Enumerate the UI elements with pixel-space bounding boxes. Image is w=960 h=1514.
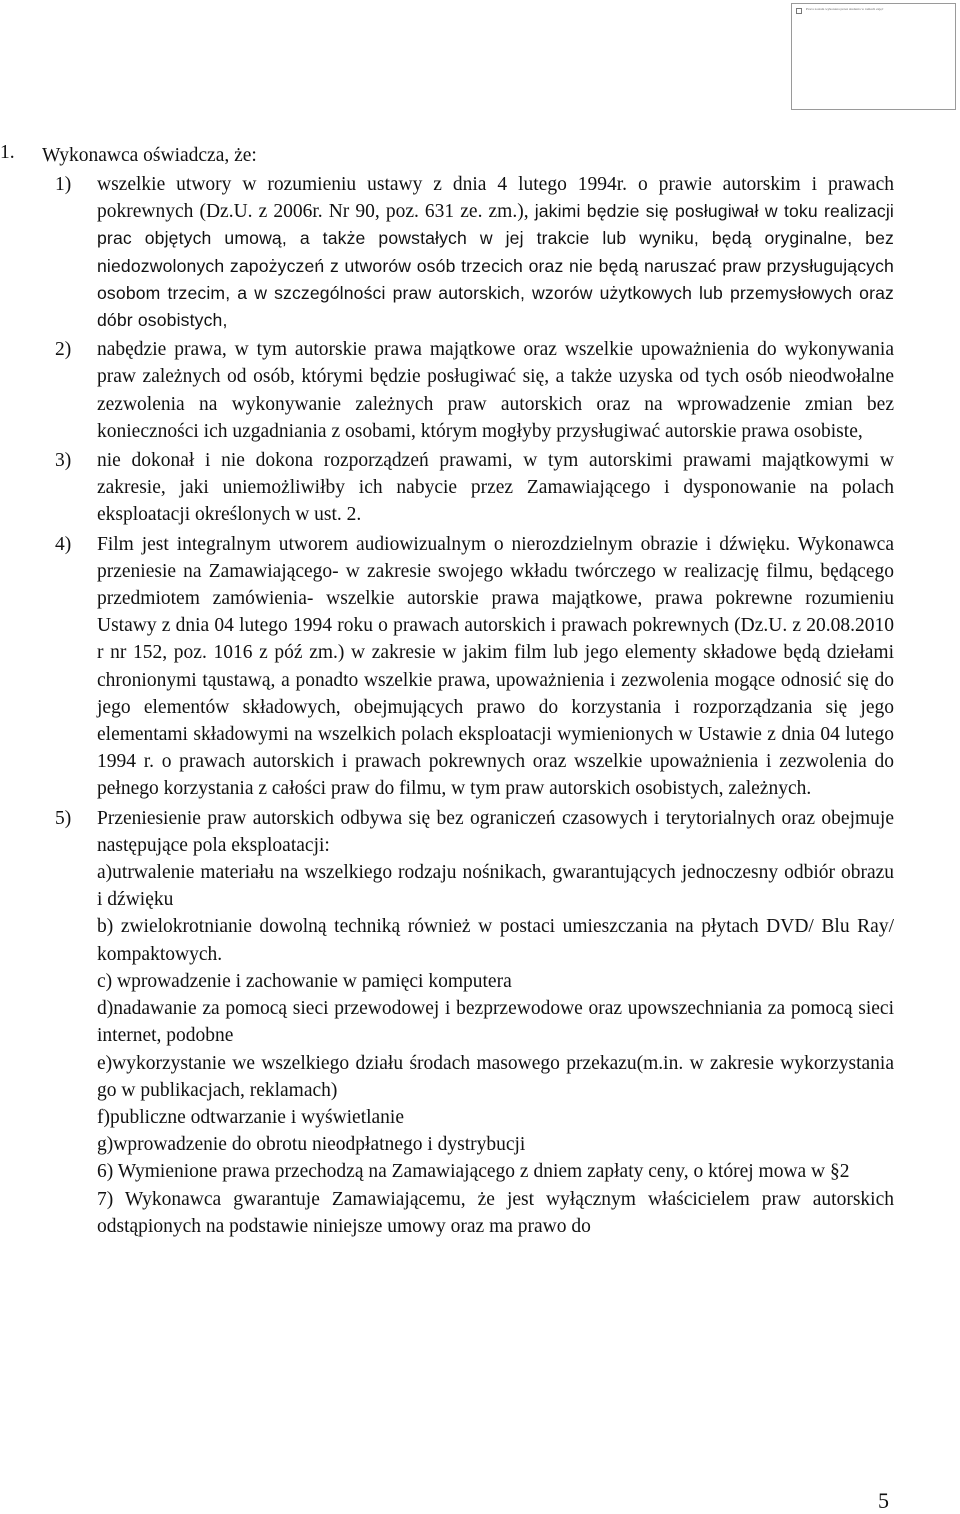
item-text: Film jest integralnym utworem audiowizualnym o nierozdzielnym obrazie i dźwięku. Wykonawca przeniesie na Zamawiającego- w zakresie swojego wkładu twórczego w realizację filmu, będącego przedmiotem zamówienia- wszelkie autorskie prawa majątkowe, prawa pokrewne rozumieniu Ustawy z dnia 04 lutego 1994 roku o prawach autorskich i prawach pokrewnych (Dz.U. z 20.08.2010 r nr 152, poz. 1016 z póź zm.) w zakresie w jakim film lub jego elementy składowe będą dziełami chronionymi tąustawą, a ponadto wszelkie prawa, upoważnienia i zezwolenia mogące odnosić się do jego elementów składowych, obejmujących prawo do korzystania i rozporządzania się jego elementami składowymi na wszelkich polach eksploatacji wymienionych w Ustawie z dnia 04 lutego 1994 r. o prawach autorskich i prawach pokrewnych oraz wszelkie upoważnienia i zezwolenia do pełnego korzystania z całości praw do filmu, w tym praw autorskich osobistych, zależnych. [97, 533, 894, 800]
item-lead-text: wszelkie utwory w rozumieniu ustawy z dnia 4 lutego 1994r. o prawie autorskim i prawach pokrewnych (Dz.U. z 2006r. Nr 90, poz. 631 ze. zm.), [97, 174, 894, 223]
item-text: nie dokonał i nie dokona rozporządzeń prawami, w tym autorskimi prawami majątkowymi w zakresie, jaki uniemożliwiłby ich nabycie przez Zamawiającego i dysponowanie na polach eksploatacji określonych w ust. 2. [97, 450, 894, 526]
section-number: 1. [0, 142, 15, 163]
sub-item: c) wprowadzenie i zachowanie w pamięci komputera [97, 970, 512, 992]
sub-item: b) zwielokrotnianie dowolną techniką również w postaci umieszczania na płytach DVD/ Blu Ray/ kompaktowych. [97, 916, 894, 965]
sub-item: 7) Wykonawca gwarantuje Zamawiającemu, że jest wyłącznym właścicielem praw autorskich odstąpionych na podstawie niniejsze umowy oraz ma prawo do [97, 1188, 894, 1237]
exploitation-fields-list [97, 859, 894, 1240]
item-number: 2) [55, 339, 72, 361]
list-item [55, 805, 894, 1240]
list-item [55, 171, 894, 334]
image-placeholder-icon [796, 8, 802, 14]
statement-list [0, 171, 960, 1240]
page-number: 5 [878, 1488, 889, 1513]
item-number: 4) [55, 533, 72, 555]
thumbnail-frame [791, 3, 956, 110]
item-number: 1) [55, 174, 72, 195]
item-text: nabędzie prawa, w tym autorskie prawa majątkowe oraz wszelkie upoważnienia do wykonywania praw zależnych od osób, którymi będzie posługiwać się, a także uzyska od tych osób nieodwołalne zezwolenia na wykonywanie zależnych praw autorskich oraz na wprowadzenie zmian bez konieczności ich uzgadniania z osobami, którym mogłyby przysługiwać autorskie prawa osobiste, [97, 339, 894, 442]
item-rest-text: jakimi będzie się posługiwał w toku realizacji prac objętych umową, a także powstałych w jej trakcie lub wyniku, będą oryginalne, bez niedozwolonych zapożyczeń z utworów osób trzecich oraz nie będą naruszać praw przysługujących osobom trzecim, a w szczególności praw autorskich, wzorów użytkowych lub przemysłowych oraz dóbr osobistych, [97, 201, 894, 331]
list-item [55, 336, 894, 445]
list-item [55, 447, 894, 529]
sub-item: a)utrwalenie materiału na wszelkiego rodzaju nośnikach, gwarantujących jednoczesny odbiór obrazu i dźwięku [97, 862, 894, 911]
sub-item: e)wykorzystanie we wszelkiego działu środach masowego przekazu(m.in. w zakresie wykorzystania go w publikacjach, reklamach) [97, 1052, 894, 1101]
section-title: Wykonawca oświadcza, że: [42, 145, 257, 166]
list-item [55, 531, 894, 803]
item-number: 5) [55, 807, 72, 829]
sub-item: g)wprowadzenie do obrotu nieodpłatnego i dystrybucji [97, 1134, 526, 1156]
thumbnail-caption: Praca została wykonana przez studenta w ramach zajęć [806, 7, 884, 11]
sub-item: d)nadawanie za pomocą sieci przewodowej i bezprzewodowe oraz upowszechniania za pomocą sieci internet, podobne [97, 998, 894, 1047]
section-heading [0, 142, 960, 169]
item-text [97, 171, 894, 334]
item-text: Przeniesienie praw autorskich odbywa się bez ograniczeń czasowych i terytorialnych oraz obejmuje następujące pola eksploatacji: [97, 807, 894, 856]
document-body [0, 142, 960, 1242]
sub-item: f)publiczne odtwarzanie i wyświetlanie [97, 1106, 405, 1128]
item-number: 3) [55, 450, 72, 472]
sub-item: 6) Wymienione prawa przechodzą na Zamawiającego z dniem zapłaty ceny, o której mowa w §2 [97, 1161, 850, 1183]
